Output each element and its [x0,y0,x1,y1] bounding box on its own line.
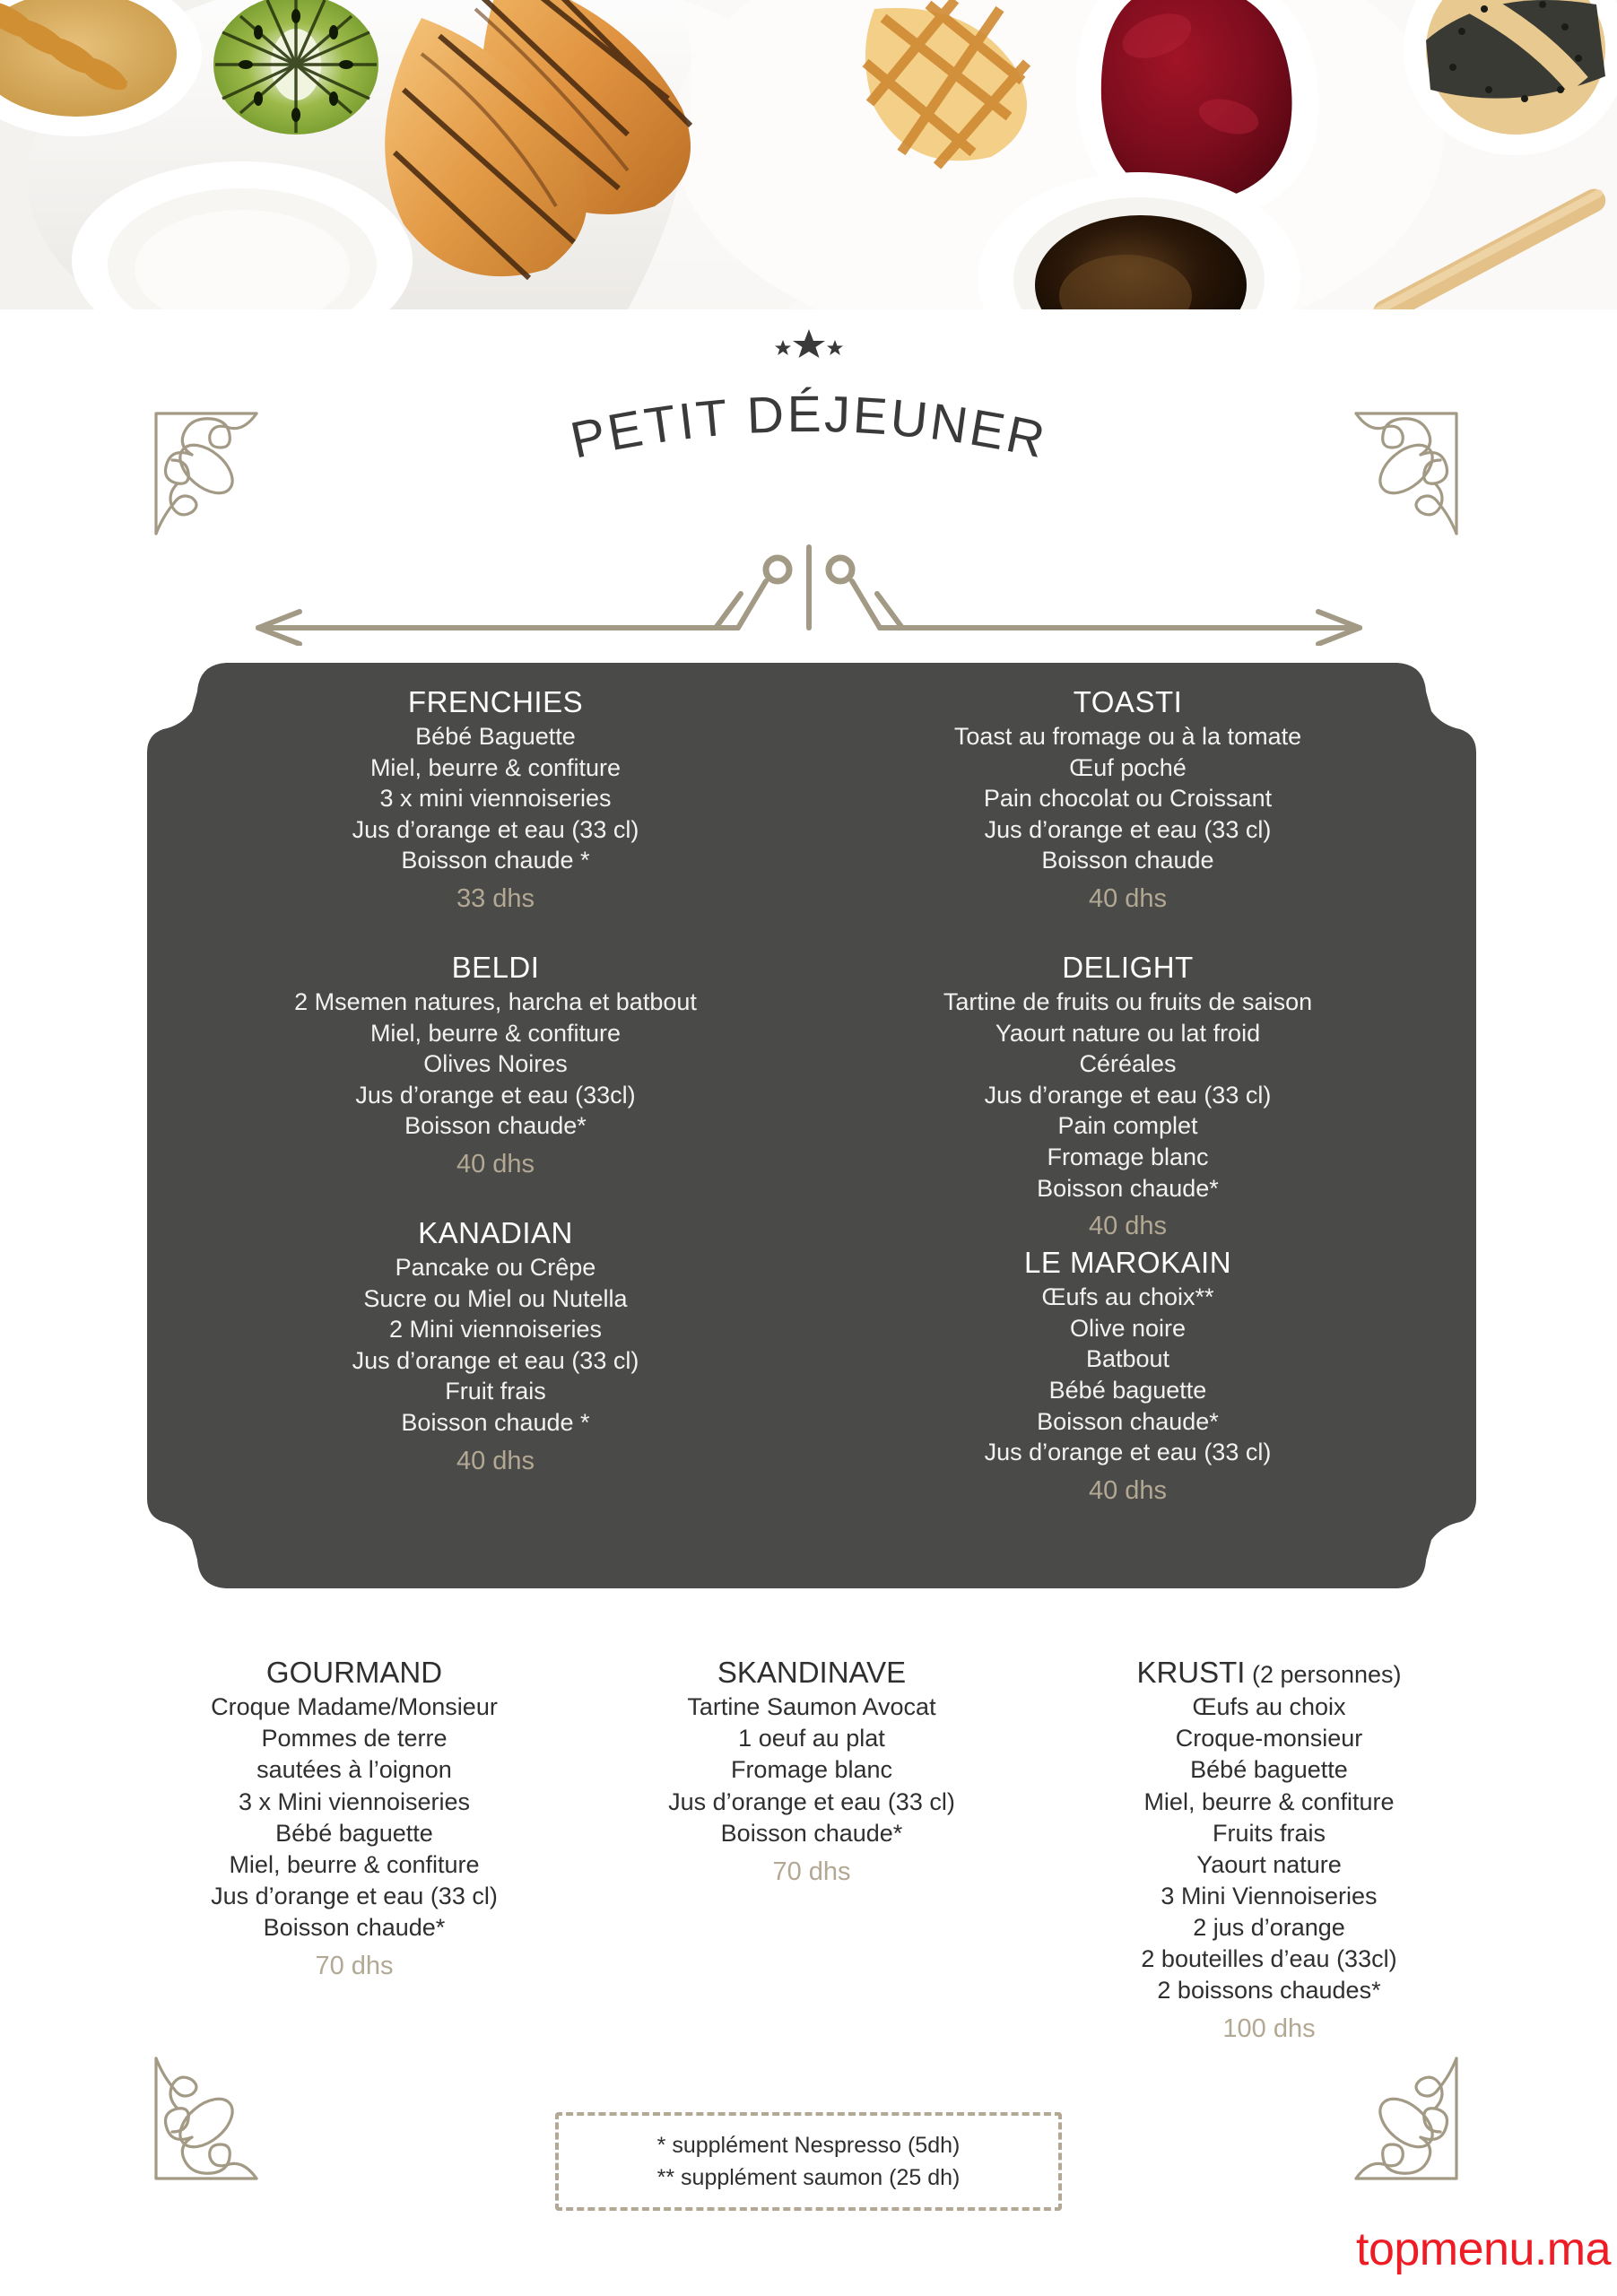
flourish-corner-ornament-bottom-right [1327,2049,1462,2184]
item-line: Pommes de terre [261,1725,448,1752]
item-line: Jus d’orange et eau (33 cl) [984,1081,1272,1109]
breakfast-photo-illustration [0,0,1617,309]
menu-item-krusti [1049,1655,1489,2044]
item-line: Œuf poché [1069,753,1187,781]
item-line: Jus d’orange et eau (33cl) [355,1081,636,1109]
item-line: 1 oeuf au plat [738,1725,885,1752]
item-price: 70 dhs [772,1857,851,1886]
note-line: * supplément Nespresso (5dh) [656,2132,961,2158]
page-title-text: PETIT DÉJEUNER [565,385,1052,470]
item-line: Jus d’orange et eau (33 cl) [352,1346,639,1374]
three-stars-ornament [0,327,1617,362]
item-line: Miel, beurre & confiture [369,1019,622,1047]
item-line: Jus d’orange et eau (33 cl) [352,815,639,843]
page-title-arc [316,372,1302,516]
menu-item-le-marokain [812,1245,1444,1506]
spacer [812,914,1444,950]
item-line: Bébé baguette [275,1819,433,1847]
menu-item-gourmand [135,1655,574,2044]
item-line: Pain chocolat ou Croissant [983,785,1273,813]
menu-item-kanadian [179,1215,812,1476]
item-line: Jus d’orange et eau (33 cl) [668,1787,955,1815]
item-line: Bébé baguette [1190,1756,1348,1784]
item-line: Bébé Baguette [415,723,576,751]
item-line: Jus d’orange et eau (33 cl) [211,1882,498,1909]
item-name: LE MAROKAIN [1023,1246,1232,1280]
item-line: Œufs au choix [1192,1693,1346,1721]
item-line: Boisson chaude* [1037,1407,1219,1435]
item-line: Tartine de fruits ou fruits de saison [943,988,1313,1016]
flourish-corner-ornament-top-left [151,408,285,543]
flourish-corner-icon [1327,408,1462,543]
item-line: Boisson chaude * [401,847,590,874]
item-price: 100 dhs [1222,2014,1316,2044]
item-line: Boisson chaude* [720,1819,903,1847]
item-price: 40 dhs [1088,883,1168,913]
item-line: Fromage blanc [730,1756,893,1784]
arrow-fan-divider [249,538,1369,646]
divider-icon [249,538,1369,646]
breakfast-hero-photo [0,0,1617,309]
item-line: Olive noire [1069,1314,1187,1342]
item-line: Miel, beurre & confiture [1143,1787,1395,1815]
item-line: Boisson chaude* [404,1112,587,1140]
item-name: GOURMAND [265,1656,443,1689]
item-line: Fruit frais [445,1378,546,1405]
supplement-notes-box [555,2112,1062,2211]
item-name-subtitle: (2 personnes) [1245,1661,1402,1688]
item-line: 2 bouteilles d’eau (33cl) [1141,1945,1397,1972]
menu-item-skandinave [592,1655,1031,2044]
item-price: 40 dhs [456,1446,535,1475]
item-name: FRENCHIES [407,685,584,718]
flourish-corner-icon [1327,2049,1462,2184]
flourish-corner-icon [151,408,285,543]
item-price: 40 dhs [456,1149,535,1178]
item-price: 40 dhs [1088,1475,1168,1505]
menu-item-delight [812,950,1444,1241]
item-line: Croque Madame/Monsieur [211,1693,498,1721]
item-line: Batbout [1085,1345,1170,1373]
item-price: 40 dhs [1088,1212,1168,1241]
item-line: Yaourt nature [1196,1850,1342,1878]
item-line: Pain complet [1057,1112,1198,1140]
item-line: 3 x mini viennoiseries [379,785,612,813]
item-line: Toast au fromage ou à la tomate [953,723,1302,751]
flourish-corner-ornament-top-right [1327,408,1462,543]
item-line: 2 boissons chaudes* [1157,1977,1381,2005]
panel-right-column [812,684,1444,1556]
item-line: Boisson chaude * [401,1408,590,1436]
flourish-corner-icon [151,2049,285,2184]
item-name: TOASTI [1073,685,1183,718]
item-line: Sucre ou Miel ou Nutella [363,1284,628,1312]
secondary-menu-section [135,1655,1489,2044]
item-line: Fruits frais [1212,1819,1326,1847]
item-line: Miel, beurre & confiture [369,753,622,781]
item-line: Fromage blanc [1047,1143,1209,1170]
item-line: Jus d’orange et eau (33 cl) [984,1439,1272,1466]
item-line: Miel, beurre & confiture [229,1850,480,1878]
item-line: Jus d’orange et eau (33 cl) [984,815,1272,843]
menu-item-frenchies [179,684,812,914]
topmenu-brand-logo[interactable]: topmenu.ma [1356,2223,1612,2275]
item-line: Céréales [1079,1050,1177,1078]
item-line: 2 jus d’orange [1193,1913,1345,1941]
item-line: Tartine Saumon Avocat [687,1693,936,1721]
item-name-text: KRUSTI [1136,1656,1246,1689]
item-name [1049,1655,1489,1691]
item-line: Yaourt nature ou lat froid [995,1019,1261,1047]
stars-icon [769,327,849,358]
item-price: 70 dhs [315,1952,394,1980]
item-line: Œufs au choix** [1041,1283,1214,1311]
item-line: 3 x Mini viennoiseries [238,1787,471,1815]
menu-item-beldi [179,950,812,1179]
flourish-corner-ornament-bottom-left [151,2049,285,2184]
item-name: SKANDINAVE [717,1656,907,1689]
item-line: Croque-monsieur [1175,1725,1363,1752]
item-name: BELDI [451,950,540,984]
featured-menu-panel [143,659,1480,1592]
menu-item-toasti [812,684,1444,914]
item-line: Olives Noires [423,1050,568,1078]
item-price: 33 dhs [456,883,535,913]
item-line: Boisson chaude* [263,1913,446,1941]
item-line: Boisson chaude* [1037,1174,1219,1202]
item-line: 2 Msemen natures, harcha et batbout [294,988,697,1016]
item-line: 3 Mini Viennoiseries [1161,1882,1378,1909]
note-line: ** supplément saumon (25 dh) [656,2165,961,2190]
panel-left-column [179,684,812,1556]
item-line: Bébé baguette [1048,1376,1207,1404]
spacer [179,1179,812,1215]
item-name: KANADIAN [418,1215,573,1249]
item-line: 2 Mini viennoiseries [388,1316,603,1344]
item-line: sautées à l’oignon [256,1756,452,1784]
spacer [179,914,812,950]
item-line: Boisson chaude [1041,847,1214,874]
item-name: DELIGHT [1062,950,1194,984]
item-line: Pancake ou Crêpe [395,1254,596,1282]
